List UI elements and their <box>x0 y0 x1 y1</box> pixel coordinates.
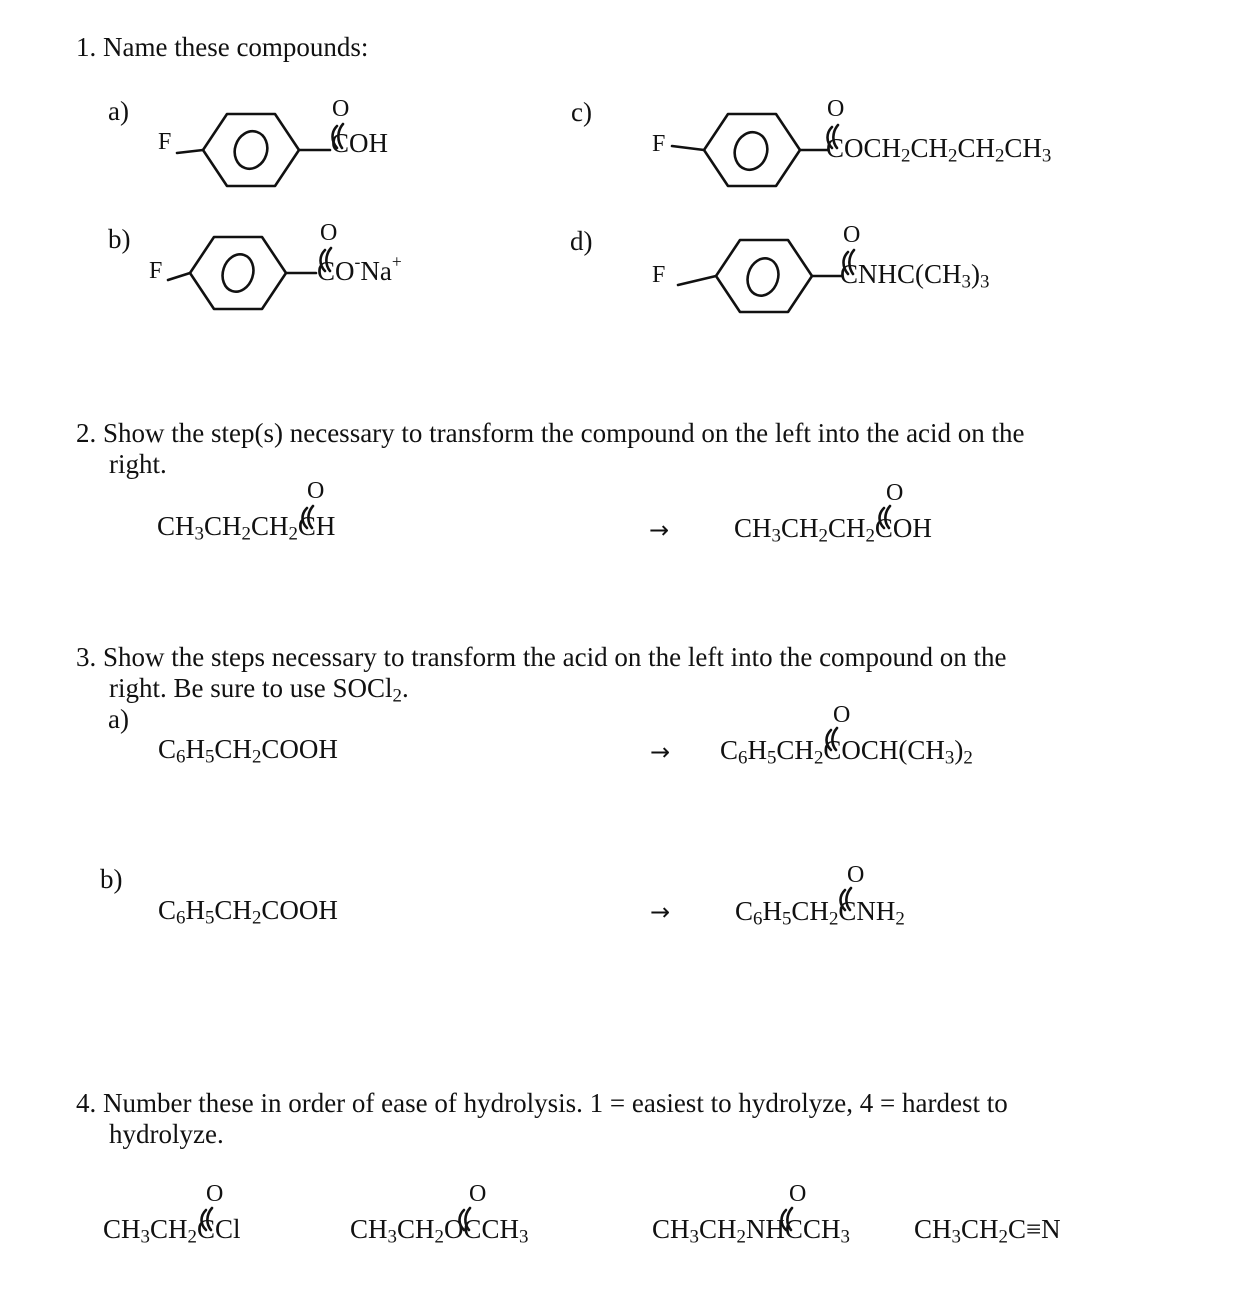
q1a-oxygen-mark: O <box>332 96 350 122</box>
q2-left-sub-3: 2 <box>288 523 298 545</box>
q3b-right-part-1: C <box>735 896 754 926</box>
q1d-label: d) <box>570 226 593 256</box>
q4-c2-sub-2: 2 <box>434 1226 444 1248</box>
q4-c1-sub-2: 2 <box>187 1226 197 1248</box>
q3b-right-sub-2: 5 <box>781 908 792 930</box>
q3b-left-compound <box>158 895 338 929</box>
q3b-right-oxygen-mark: O <box>847 862 865 888</box>
q1c-group <box>826 133 1052 167</box>
q3a-right-sub-2: 5 <box>766 747 777 769</box>
q4-c1-oxygen-mark: O <box>206 1181 224 1207</box>
q3-heading-line-2-text: right. Be sure to use SOCl <box>109 673 393 703</box>
q1c-group-part-4: CH <box>1004 133 1042 163</box>
q3-heading <box>76 642 1007 707</box>
q3-heading-line-2-sub: 2 <box>392 685 402 707</box>
q2-heading <box>76 418 1025 480</box>
q3a-right-part-2: H <box>747 735 767 765</box>
q4-c1-part-2: CH <box>149 1214 188 1244</box>
q3a-right-part-4: COCH(CH <box>823 735 945 765</box>
q4-c3-part-3: NHCCH <box>745 1214 841 1244</box>
q1c-group-sub-3: 2 <box>994 145 1005 167</box>
q4-c2-part-2: CH <box>396 1214 435 1244</box>
q4-compound-2 <box>350 1214 529 1248</box>
q4-c4-sub-1: 3 <box>951 1226 961 1248</box>
q3b-right-sub-4: 2 <box>895 908 905 930</box>
q1c-benzene-ring <box>704 114 800 186</box>
q3b-left-sub-3: 2 <box>251 907 262 929</box>
q4-c2-part-3: OCCH <box>443 1214 519 1244</box>
q4-compound-4 <box>914 1214 1061 1248</box>
q1a-fluorine: F <box>158 129 172 155</box>
q1c-group-part-2: CH <box>910 133 948 163</box>
q1d-group-sub-2: 3 <box>979 271 990 293</box>
q3a-right-sub-4: 3 <box>944 747 955 769</box>
q4-c3-part-2: CH <box>698 1214 737 1244</box>
q2-left-part-4: CH <box>297 511 336 541</box>
q3b-right-sub-1: 6 <box>753 908 763 930</box>
q3a-right-sub-5: 2 <box>963 747 973 769</box>
q4-compound-1 <box>103 1214 241 1248</box>
q3a-right-compound <box>720 735 973 769</box>
q1d-group-part-1: CNHC(CH <box>840 259 962 289</box>
q2-left-compound <box>157 511 336 545</box>
q3b-arrow: → <box>650 898 671 926</box>
q2-right-compound <box>734 513 932 547</box>
q2-left-sub-2: 2 <box>241 523 251 545</box>
q2-right-part-4: COH <box>874 513 932 543</box>
q3b-left-part-3: CH <box>214 895 252 925</box>
q3b-left-sub-1: 6 <box>176 907 186 929</box>
q1b-fluorine: F <box>149 258 163 284</box>
q2-left-sub-1: 3 <box>194 523 204 545</box>
q1d-f-bond <box>678 276 716 285</box>
q3b-right-sub-3: 2 <box>828 908 839 930</box>
q1c-group-sub-1: 2 <box>901 145 911 167</box>
q3a-right-oxygen-mark: O <box>833 702 851 728</box>
q3b-label: b) <box>100 864 123 894</box>
q1c-fluorine: F <box>652 131 666 157</box>
q1c-group-part-1: COCH <box>826 133 902 163</box>
q2-right-part-2: CH <box>780 513 819 543</box>
q2-left-part-3: CH <box>250 511 289 541</box>
q2-left-part-1: CH <box>157 511 195 541</box>
q3-heading-line-2-end: . <box>401 673 409 703</box>
q2-left-part-2: CH <box>203 511 242 541</box>
q1c-oxygen-mark: O <box>827 96 845 122</box>
q1a-group: COH <box>331 128 389 158</box>
q3b-left-part-4: COOH <box>261 895 338 925</box>
q2-right-sub-2: 2 <box>818 525 828 547</box>
q4-c3-oxygen-mark: O <box>789 1181 807 1207</box>
q4-c4-part-1: CH <box>914 1214 952 1244</box>
q3-heading-line-1: 3. Show the steps necessary to transform the acid on the left into the compound on the <box>76 642 1007 672</box>
q3a-left-part-4: COOH <box>261 734 338 764</box>
q3a-label: a) <box>108 704 129 734</box>
q1d-group <box>840 259 990 293</box>
q2-left-oxygen-mark: O <box>307 478 325 504</box>
q1c-f-bond <box>672 146 704 150</box>
q1d-oxygen-mark: O <box>843 222 861 248</box>
q1b-label: b) <box>108 224 131 254</box>
q3b-left-sub-2: 5 <box>204 907 215 929</box>
q4-c4-sub-2: 2 <box>998 1226 1008 1248</box>
q1b-benzene-ring <box>190 237 286 309</box>
q2-right-sub-1: 3 <box>771 525 781 547</box>
q3a-left-sub-1: 6 <box>176 746 186 768</box>
q3a-right-sub-1: 6 <box>738 747 748 769</box>
q4-c2-sub-3: 3 <box>518 1226 529 1248</box>
q3a-left-sub-2: 5 <box>204 746 215 768</box>
q1b-f-bond <box>168 273 190 280</box>
q2-heading-line-1: 2. Show the step(s) necessary to transform the compound on the left into the acid on the <box>76 418 1025 448</box>
q2-right-part-3: CH <box>827 513 866 543</box>
q2-right-sub-3: 2 <box>865 525 875 547</box>
q1b-group-plus: + <box>391 251 402 272</box>
q4-c1-sub-1: 3 <box>140 1226 150 1248</box>
q2-right-part-1: CH <box>734 513 772 543</box>
q4-heading <box>76 1088 1008 1150</box>
q1c-group-sub-4: 3 <box>1041 145 1052 167</box>
q3-heading-line-2 <box>76 673 1007 707</box>
q4-c2-sub-1: 3 <box>387 1226 397 1248</box>
q1-heading <box>76 32 368 63</box>
q3a-right-part-1: C <box>720 735 739 765</box>
q3a-right-sub-3: 2 <box>813 747 824 769</box>
q1b-oxygen-mark: O <box>320 220 338 246</box>
q1-heading-text: 1. Name these compounds: <box>76 32 369 62</box>
q3b-right-part-2: H <box>762 896 782 926</box>
q3b-left-part-1: C <box>158 895 177 925</box>
q4-c2-part-1: CH <box>350 1214 388 1244</box>
q3a-right-part-3: CH <box>776 735 814 765</box>
q4-c1-part-3: CCl <box>196 1214 241 1244</box>
q2-heading-line-2: right. <box>109 449 167 479</box>
q1a-f-bond <box>177 150 203 153</box>
q2-right-oxygen-mark: O <box>886 480 904 506</box>
q4-c3-part-1: CH <box>652 1214 690 1244</box>
q3a-left-part-2: H <box>185 734 205 764</box>
q1a-benzene-ring <box>203 114 299 186</box>
q1d-group-sub-1: 3 <box>961 271 971 293</box>
q4-c1-part-1: CH <box>103 1214 141 1244</box>
q4-heading-line-2: hydrolyze. <box>109 1119 224 1149</box>
q1b-group-na: Na <box>360 256 392 286</box>
q1b-group-co: CO <box>317 256 355 286</box>
q3a-arrow: → <box>650 738 671 766</box>
q4-compound-3 <box>652 1214 850 1248</box>
q2-arrow: → <box>649 516 670 544</box>
q1d-fluorine: F <box>652 262 666 288</box>
q4-c3-sub-1: 3 <box>689 1226 699 1248</box>
q1d-benzene-ring <box>716 240 812 312</box>
q3b-right-part-4: CNH <box>838 896 896 926</box>
q4-c4-part-3: C≡N <box>1007 1214 1061 1244</box>
q4-heading-line-1: 4. Number these in order of ease of hydrolysis. 1 = easiest to hydrolyze, 4 = hardest to <box>76 1088 1008 1118</box>
q1d-group-part-2: ) <box>970 259 980 289</box>
q3b-right-compound <box>735 896 905 930</box>
q1c-label: c) <box>571 97 592 127</box>
q1b-group-minus: - <box>354 251 361 272</box>
q4-c2-oxygen-mark: O <box>469 1181 487 1207</box>
q4-c3-sub-3: 3 <box>840 1226 850 1248</box>
q4-c3-sub-2: 2 <box>736 1226 746 1248</box>
q1c-group-part-3: CH <box>957 133 995 163</box>
q1c-group-sub-2: 2 <box>947 145 958 167</box>
q3b-left-part-2: H <box>185 895 205 925</box>
q3a-left-part-3: CH <box>214 734 252 764</box>
q3a-right-part-5: ) <box>954 735 964 765</box>
q4-c4-part-2: CH <box>960 1214 999 1244</box>
q3a-left-compound <box>158 734 338 768</box>
q1a-label: a) <box>108 96 129 126</box>
q3b-right-part-3: CH <box>791 896 829 926</box>
q3a-left-sub-3: 2 <box>251 746 262 768</box>
q1b-group <box>317 251 402 287</box>
q3a-left-part-1: C <box>158 734 177 764</box>
